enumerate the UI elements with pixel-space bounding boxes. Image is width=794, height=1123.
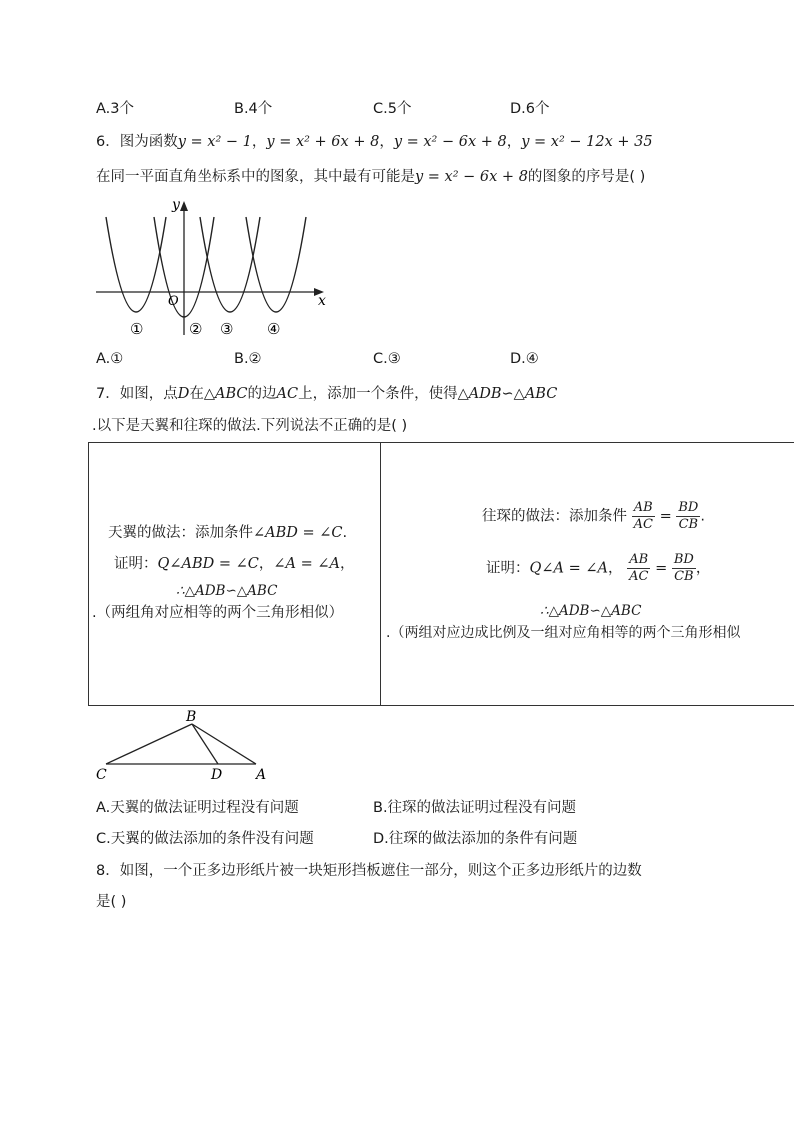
y-axis-label: y [172,197,180,213]
q7-stem-line1: 7．如图，点D在△ABC的边AC上，添加一个条件，使得△ADB∽△ABC [96,386,558,402]
parabola-4 [246,217,306,312]
q6-parabola-graph [92,195,332,340]
curve-label-2: ② [189,320,203,338]
parabola-3 [200,217,260,312]
q6-option-b: B.② [234,351,262,367]
origin-label: O [168,294,179,309]
right-cell-line3: ∴△ADB∽△ABC [540,603,642,619]
fraction-ab-ac-proof: $\frac{AB}{AC}$ [629,552,649,584]
segment-bd [192,724,218,764]
curve-label-3: ③ [220,320,234,338]
point-d-label: D [211,767,223,783]
q5-option-a: A.3个 [96,101,134,117]
q7-option-a: A.天翼的做法证明过程没有问题 [96,800,299,816]
q7-stem-line2: .以下是天翼和往琛的做法.下列说法不正确的是( ) [92,418,408,434]
q7-triangle-figure [92,706,282,784]
y-axis-arrow [180,201,188,211]
q8-stem-line2: 是( ) [96,894,127,910]
q6-option-d: D.④ [510,351,539,367]
q7-option-b: B.往琛的做法证明过程没有问题 [373,800,577,816]
right-cell-line2: 证明：Q∠A = ∠A， $\frac{AB}{AC}$ = $\frac{BD}{CB}$ ， [486,552,711,584]
q7-table-divider [380,442,381,706]
q8-stem-line1: 8．如图，一个正多边形纸片被一块矩形挡板遮住一部分，则这个正多边形纸片的边数 [96,863,642,879]
curve-label-1: ① [130,320,144,338]
left-cell-line3: ∴△ADB∽△ABC [176,583,278,599]
curve-label-4: ④ [267,320,281,338]
fraction-bd-cb: $\frac{BD}{CB}$ [678,500,699,532]
point-b-label: B [186,709,197,725]
x-axis-label: x [318,293,326,309]
q7-option-d: D.往琛的做法添加的条件有问题 [373,831,578,847]
right-cell-line1: 往琛的做法：添加条件 $\frac{AB}{AC}$ = $\frac{BD}{CB}$ . [482,500,705,532]
q5-option-b: B.4个 [234,101,273,117]
fraction-ab-ac: $\frac{AB}{AC}$ [633,500,653,532]
q7-option-c: C.天翼的做法添加的条件没有问题 [96,831,314,847]
right-cell-line4: .（两组对应边成比例及一组对应角相等的两个三角形相似 [386,625,741,641]
segment-cb [106,724,192,764]
left-cell-line2: 证明：Q∠ABD = ∠C，∠A = ∠A， [114,556,355,572]
q6-option-c: C.③ [373,351,401,367]
point-c-label: C [96,767,107,783]
left-cell-line1: 天翼的做法：添加条件∠ABD = ∠C. [108,525,348,541]
q5-option-d: D.6个 [510,101,550,117]
q6-stem-line2: 在同一平面直角坐标系中的图象，其中最有可能是y = x² − 6x + 8的图象的序号是( ) [96,169,646,185]
fraction-bd-cb-proof: $\frac{BD}{CB}$ [673,552,694,584]
point-a-label: A [256,767,267,783]
left-cell-line4: .（两组角对应相等的两个三角形相似） [92,605,344,621]
segment-ba [192,724,256,764]
parabola-1 [106,217,166,312]
q6-option-a: A.① [96,351,124,367]
q5-option-c: C.5个 [373,101,412,117]
q6-stem-line1: 6．图为函数y = x² − 1，y = x² + 6x + 8，y = x² − 6x + 8，y = x² − 12x + 35 [96,134,653,150]
